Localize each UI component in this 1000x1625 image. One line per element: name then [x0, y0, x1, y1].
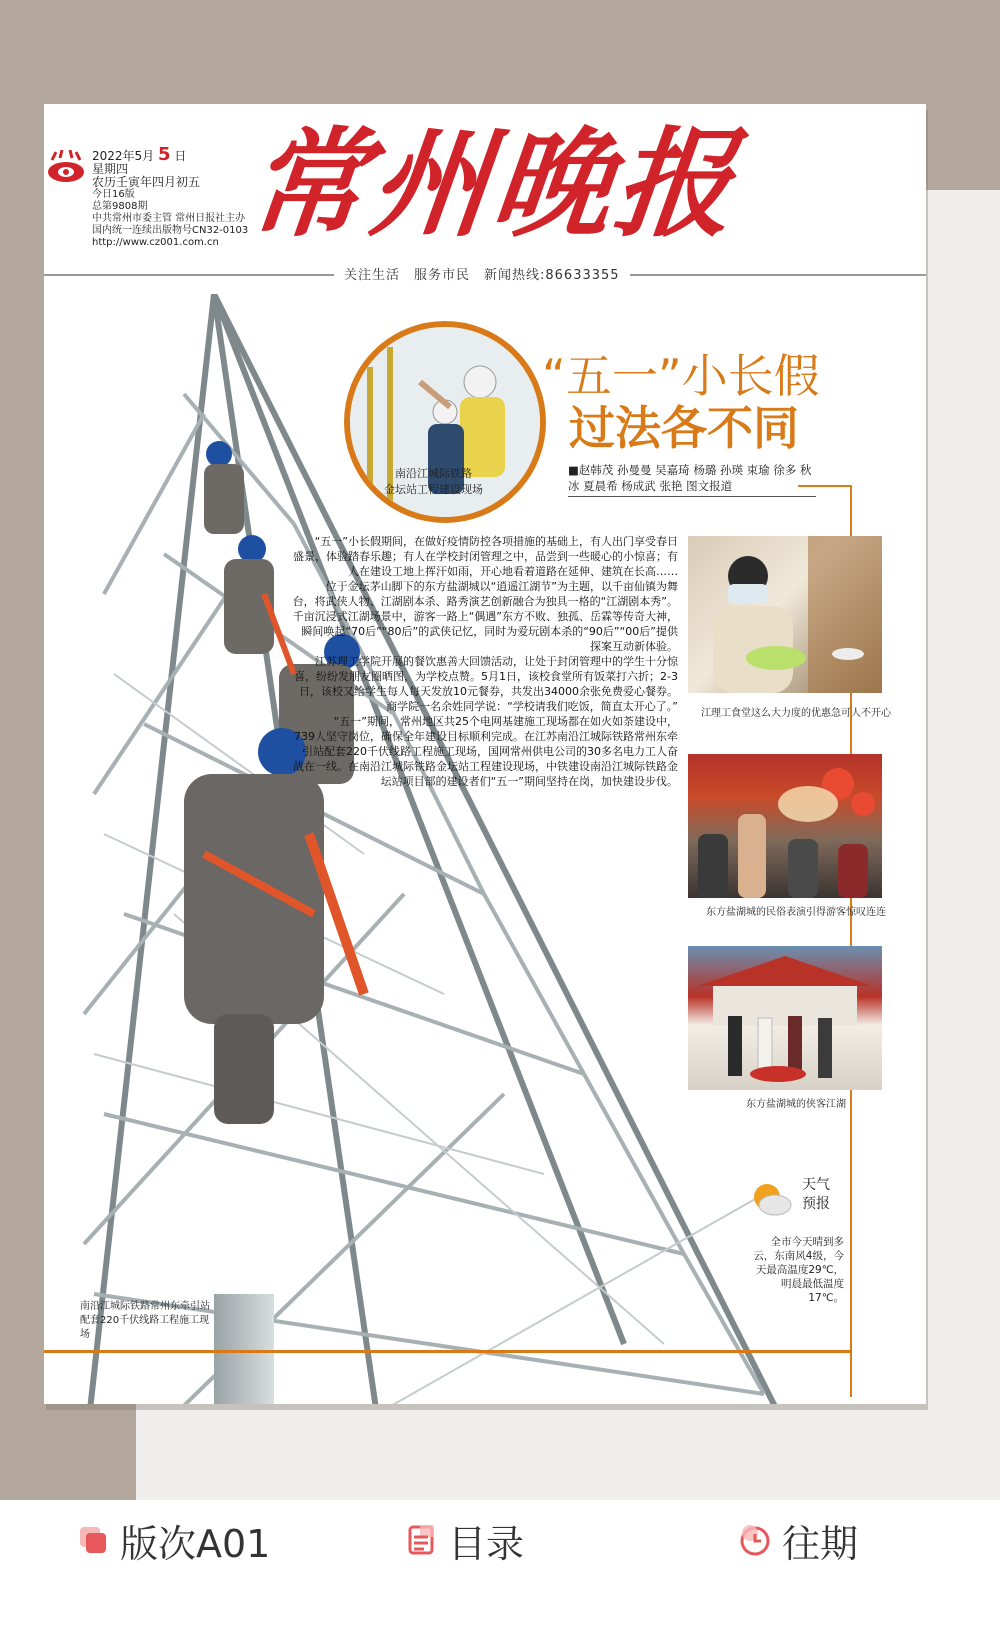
circle-caption-line2: 金坛站工程建设现场 [384, 483, 483, 496]
swordsman-photo[interactable] [688, 946, 882, 1090]
date-prefix: 2022年5月 [92, 149, 155, 163]
weather-title-line1: 天气 [802, 1177, 830, 1193]
sunny-cloudy-icon [749, 1179, 793, 1219]
list-icon [404, 1523, 438, 1557]
swordsman-image [688, 946, 882, 1090]
canteen-photo[interactable] [688, 536, 882, 693]
background-panel [925, 190, 1000, 1400]
weather-title-line2: 预报 [802, 1196, 830, 1212]
cn-number: 国内统一连续出版物号CN32-0103 [92, 225, 249, 236]
tower-caption: 南沿江城际铁路常州东牵引站配套220千伏线路工程施工现场 [80, 1301, 210, 1340]
nav-archive-label: 往期 [782, 1521, 859, 1566]
canteen-image [688, 536, 882, 693]
folk-performance-caption: 东方盐湖城的民俗表演引得游客惊叹连连 [706, 907, 886, 918]
date-suffix: 日 [174, 149, 187, 163]
article-paragraph-3: 江苏理工学院开展的餐饮惠善大回馈活动，让处于封闭管理中的学生十分惊喜，纷纷发朋友圈晒图，为学校点赞。5月1日，该校食堂所有饭菜打六折；2-3日，该校又给学生每人每天发放10元餐券，共发出34000余张免费爱心餐券。商学院一名余姓同学说：“学校请我们吃饭，简直太开心了。” [294, 655, 678, 713]
logo-icon [46, 150, 86, 184]
weather-forecast: 全市今天晴到多云，东南风4级，今天最高温度29℃，明晨最低温度17℃。 [753, 1236, 844, 1304]
folk-performance-photo[interactable] [688, 754, 882, 898]
nav-contents-label: 目录 [448, 1521, 525, 1566]
nav-archive-button[interactable] [738, 1510, 858, 1570]
article-paragraph-2: 位于金坛茅山脚下的东方盐湖城以“逍遥江湖节”为主题，以千亩仙镇为舞台，将武侠人物、江湖剧本杀、路秀演艺创新融合为独具一格的“江湖剧本秀”。千亩沉浸式江湖场景中，游客一路上“偶遇”东方不败、独孤、岳霖等传奇大神，瞬间唤起“70后”“80后”的武侠记忆，同时为爱玩剧本杀的“90后”“00后”提供探案互动新体验。 [292, 580, 678, 653]
nav-edition-button[interactable] [76, 1510, 270, 1570]
website-url: http://www.cz001.com.cn [92, 237, 219, 248]
byline: ■赵韩茂 孙曼曼 吴嘉琦 杨璐 孙瑛 束瑜 徐多 秋冰 夏晨希 杨成武 张艳 图文报道 [568, 462, 816, 497]
slogan: 关注生活 服务市民 新闻热线:86633355 [334, 264, 630, 283]
circle-caption-line1: 南沿江城际铁路 [395, 467, 472, 480]
lunar-date: 农历壬寅年四月初五 [92, 175, 201, 189]
headline-line2: 过法各不同 [569, 401, 799, 455]
frame-bottom [44, 1350, 852, 1353]
canteen-caption: 江理工食堂这么大力度的优惠急可人不开心 [701, 708, 891, 719]
frame-top [798, 485, 852, 487]
background-panel-bottom [136, 1400, 1000, 1500]
newspaper-title: 常州晚报 [241, 114, 745, 253]
article-paragraph-1: “五一”小长假期间，在做好疫情防控各项措施的基础上，有人出门享受春日盛景，体验踏春乐趣；有人在学校封闭管理之中，品尝到一些暖心的小惊喜；有人在建设工地上挥汗如雨，开心地看着道路在延伸、建筑在长高…… [293, 535, 678, 578]
headline-line1: “五一”小长假 [542, 349, 820, 403]
newspaper-page[interactable] [44, 104, 926, 1404]
weekday: 星期四 [92, 162, 129, 176]
circle-caption [384, 466, 483, 498]
issue-number: 总第9808期 [92, 201, 148, 212]
weather-title [802, 1176, 830, 1214]
publisher: 中共常州市委主管 常州日报社主办 [92, 213, 246, 224]
nav-contents-button[interactable] [404, 1510, 524, 1570]
article-body[interactable] [292, 534, 678, 789]
performance-image [688, 754, 882, 898]
nav-edition-label: 版次A01 [120, 1521, 271, 1566]
swordsman-caption: 东方盐湖城的侠客江湖 [746, 1099, 846, 1110]
edition-icon [76, 1523, 110, 1557]
article-paragraph-4: “五一”期间，常州地区共25个电网基建施工现场都在如火如荼建设中，739人坚守岗位，确保全年建设目标顺利完成。在江苏南沿江城际铁路常州东牵引站配套220千伏线路工程施工现场，国网常州供电公司的30多名电力工人奋战在一线。在南沿江城际铁路金坛站工程建设现场，中铁建设南沿江城际铁路金坛站项目部的建设者们“五一”期间坚持在岗，加快建设步伐。 [293, 715, 678, 788]
date-day: 5 [158, 144, 171, 165]
masthead-info [92, 144, 249, 249]
clock-icon [738, 1523, 772, 1557]
page-count: 今日16版 [92, 189, 135, 200]
